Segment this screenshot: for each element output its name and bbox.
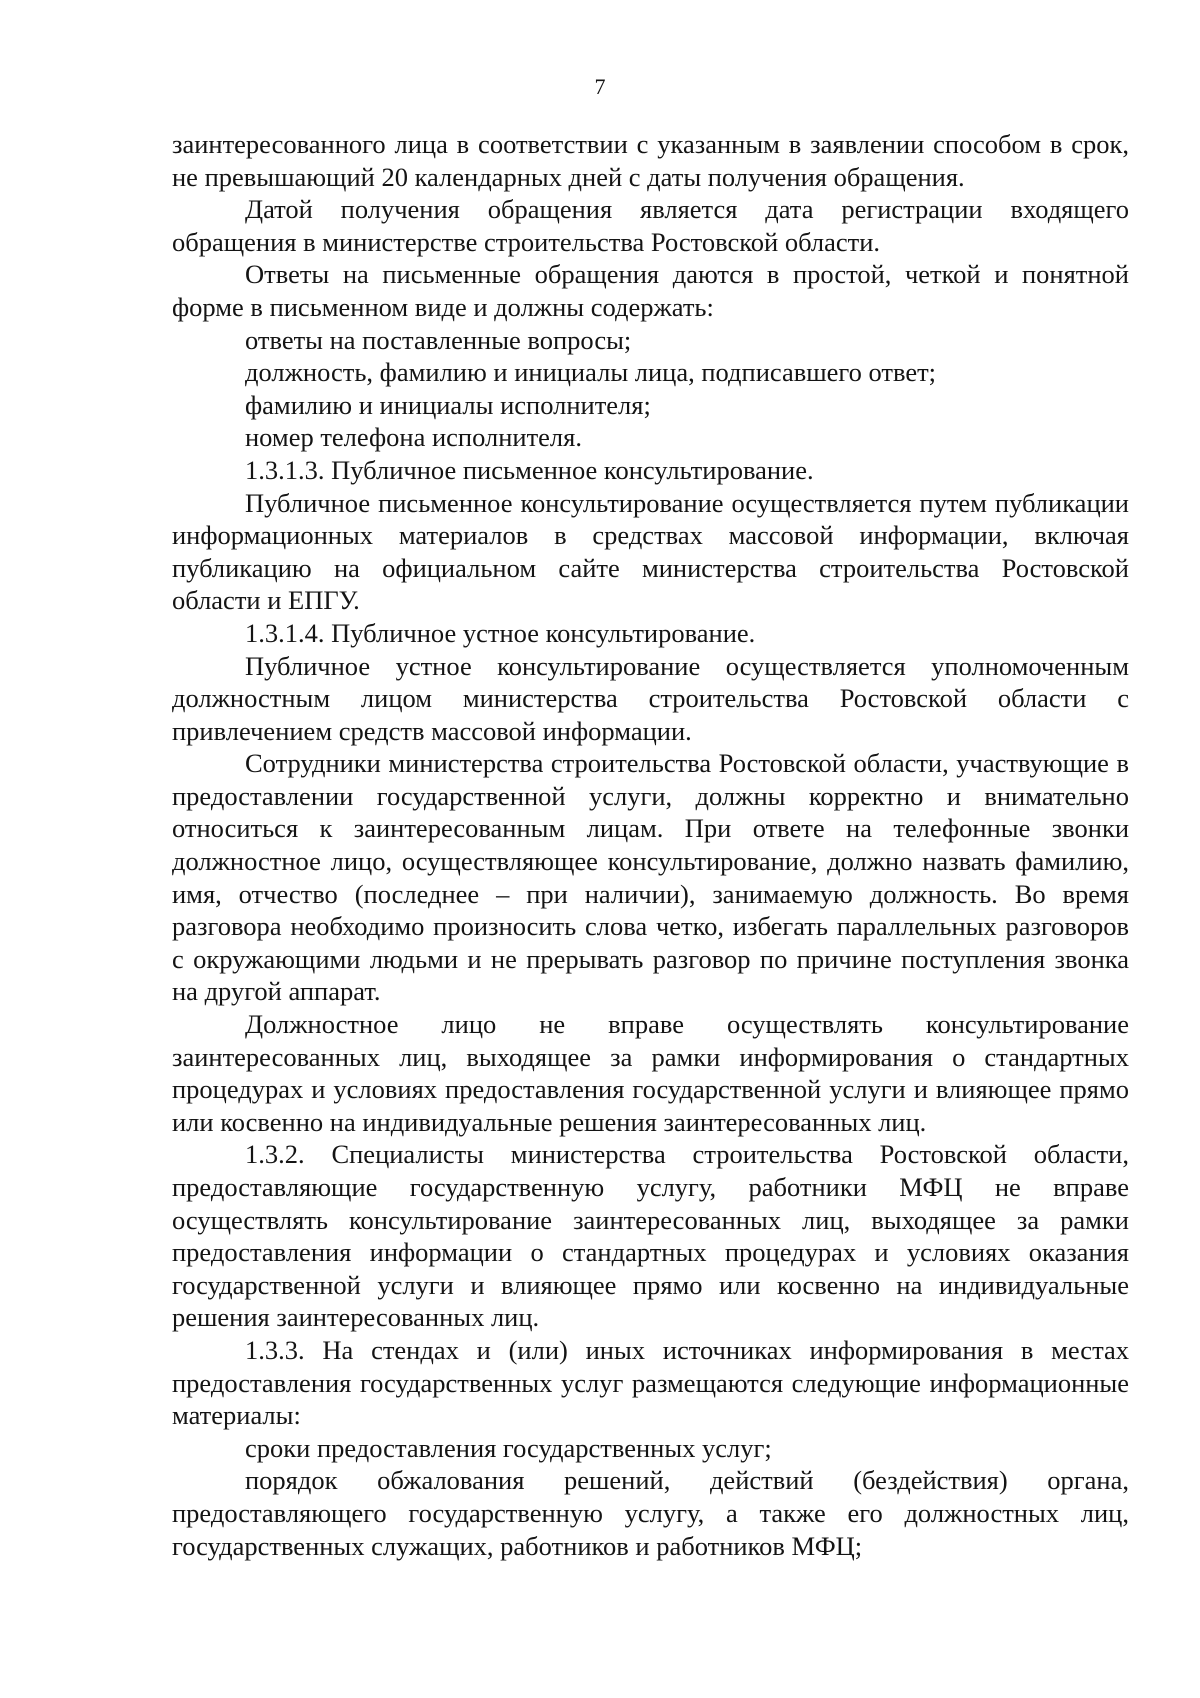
- paragraph-public-oral: Публичное устное консультирование осуществляется уполномоченным должностным лицом министерства строительства Ростовской области с привлечением средств массовой информации.: [172, 650, 1129, 746]
- paragraph-continuation: заинтересованного лица в соответствии с указанным в заявлении способом в срок, не превышающий 20 календарных дней с даты получения обращения.: [172, 129, 1129, 192]
- paragraph-written-answers: Ответы на письменные обращения даются в простой, четкой и понятной форме в письменном виде и должны содержать:: [172, 259, 1129, 322]
- paragraph-public-written: Публичное письменное консультирование осуществляется путем публикации информационных материалов в средствах массовой информации, включая публикацию на официальном сайте министерства строительства Ростовской области и ЕПГУ.: [172, 487, 1129, 616]
- list-item-appeal-procedure: порядок обжалования решений, действий (бездействия) органа, предоставляющего государственную услугу, а также его должностных лиц, государственных служащих, работников и работников МФЦ;: [172, 1465, 1129, 1561]
- page-number: 7: [594, 74, 606, 99]
- list-item-executor-name: фамилию и инициалы исполнителя;: [245, 389, 651, 420]
- list-item-service-terms: сроки предоставления государственных услуг;: [245, 1432, 772, 1463]
- list-item-executor-phone: номер телефона исполнителя.: [245, 422, 582, 453]
- section-1-3-2: 1.3.2. Специалисты министерства строительства Ростовской области, предоставляющие государственную услугу, работники МФЦ не вправе осуществлять консультирование заинтересованных лиц, выходящее за рамки предоставления информации о стандартных процедурах и условиях оказания государственной услуги и влияющее прямо или косвенно на индивидуальные решения заинтересованных лиц.: [172, 1139, 1129, 1333]
- section-heading-1-3-1-4: 1.3.1.4. Публичное устное консультирование.: [245, 617, 756, 648]
- document-body: [172, 128, 1129, 1562]
- list-item-answers: ответы на поставленные вопросы;: [245, 324, 632, 355]
- section-heading-1-3-1-3: 1.3.1.3. Публичное письменное консультирование.: [245, 454, 814, 485]
- section-1-3-3: 1.3.3. На стендах и (или) иных источниках информирования в местах предоставления государственных услуг размещаются следующие информационные материалы:: [172, 1334, 1129, 1431]
- paragraph-receipt-date: Датой получения обращения является дата регистрации входящего обращения в министерстве строительства Ростовской области.: [172, 194, 1129, 257]
- paragraph-official-limits: Должностное лицо не вправе осуществлять консультирование заинтересованных лиц, выходящее за рамки информирования о стандартных процедурах и условиях предоставления государственной услуги и влияющее прямо или косвенно на индивидуальные решения заинтересованных лиц.: [172, 1009, 1129, 1137]
- paragraph-staff-conduct: Сотрудники министерства строительства Ростовской области, участвующие в предоставлении государственной услуги, должны корректно и внимательно относиться к заинтересованным лицам. При ответе на телефонные звонки должностное лицо, осуществляющее консультирование, должно назвать фамилию, имя, отчество (последнее – при наличии), занимаемую должность. Во время разговора необходимо произносить слова четко, избегать параллельных разговоров с окружающими людьми и не прерывать разговор по причине поступления звонка на другой аппарат.: [172, 748, 1129, 1007]
- list-item-position: должность, фамилию и инициалы лица, подписавшего ответ;: [245, 357, 937, 388]
